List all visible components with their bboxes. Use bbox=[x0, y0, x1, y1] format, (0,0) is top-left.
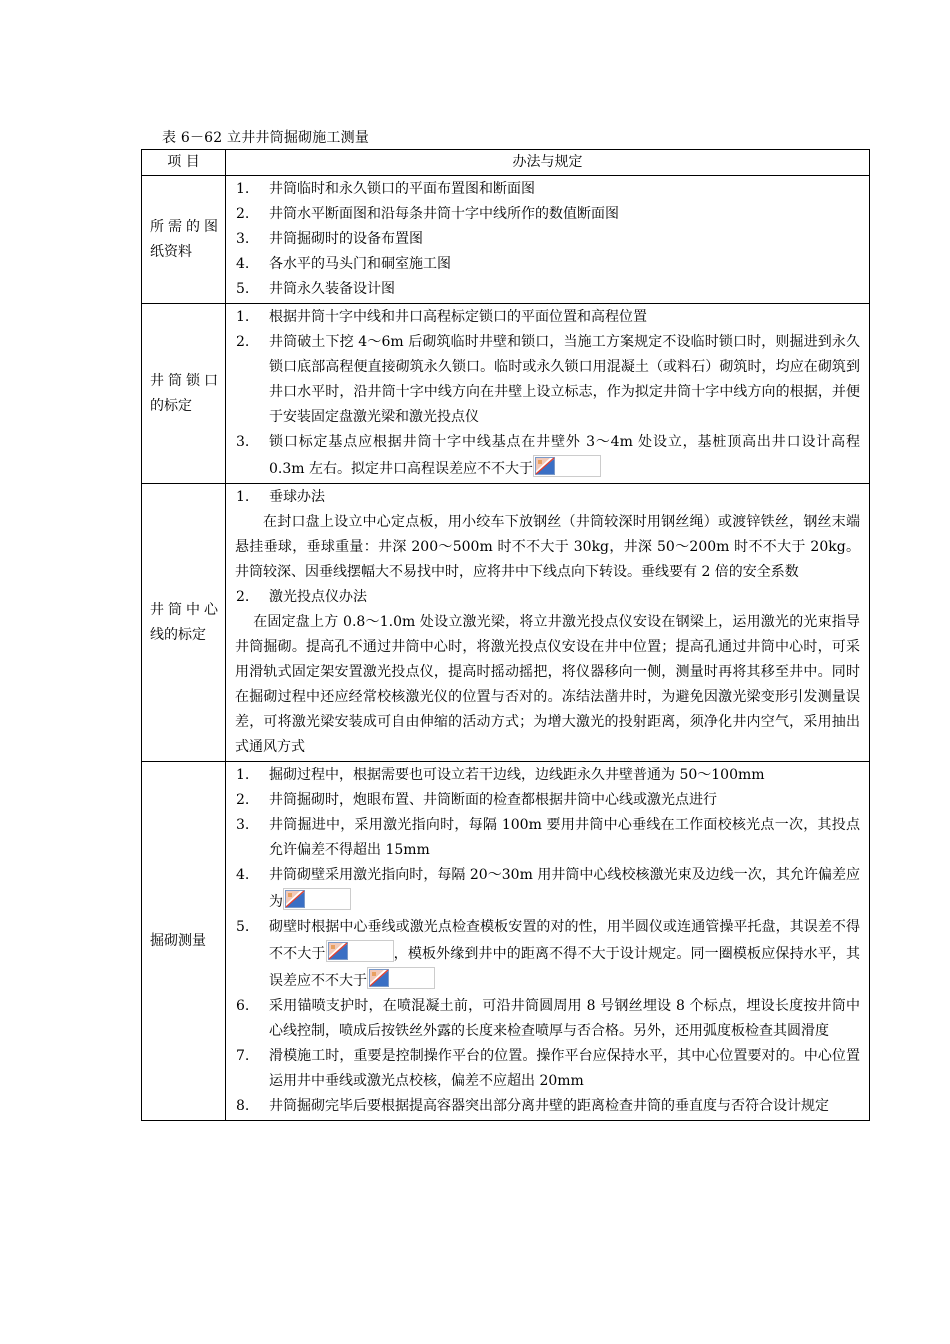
list-item: 1. 井筒临时和永久锁口的平面布置图和断面图 bbox=[236, 181, 535, 197]
subsection-title: 1. 垂球办法 bbox=[236, 489, 325, 505]
list-item: 3. 井筒掘进中，采用激光指向时，每隔 100m 要用井筒中心垂线在工作面校核光点一次，其投点允许偏差不得超出 15mm bbox=[236, 817, 860, 858]
row-content bbox=[226, 484, 870, 762]
row-content bbox=[226, 176, 870, 304]
paragraph: 在封口盘上设立中心定点板，用小绞车下放钢丝（井筒较深时用钢丝绳）或渡锌铁丝，钢丝末端悬挂垂球，垂球重量：井深 200～500m 时不不大于 30kg，井深 50～200m 时不不大于 20kg。井筒较深、因垂线摆幅大不易找中时，应将井中下线点向下转设。垂线要有 2 倍的安全系数 bbox=[235, 514, 860, 580]
list-item: 3. 井筒掘砌时的设备布置图 bbox=[236, 231, 423, 247]
list-item: 2. 井筒掘砌时，炮眼布置、井筒断面的检查都根据井筒中心线或激光点进行 bbox=[236, 792, 717, 808]
list-item: 5. 井筒永久装备设计图 bbox=[236, 281, 395, 297]
row-collar bbox=[142, 304, 870, 484]
list-item: 2. 井筒水平断面图和沿每条井筒十字中线所作的数值断面图 bbox=[236, 206, 619, 222]
subsection-title: 2. 激光投点仪办法 bbox=[236, 589, 367, 605]
broken-image-icon bbox=[533, 455, 601, 477]
header-item: 项 目 bbox=[142, 150, 226, 176]
row-centerline bbox=[142, 484, 870, 762]
row-content bbox=[226, 304, 870, 484]
list-item: 5. 砌壁时根据中心垂线或激光点检查模板安置的对的性，用半圆仪或连通管操平托盘，其误差不得不不大于 ，模板外缘到井中的距离不得不大于设计规定。同一圈模板应保持水平，其误差应不不大于 bbox=[236, 919, 861, 989]
row-survey bbox=[142, 762, 870, 1121]
broken-image-icon bbox=[283, 888, 351, 910]
paragraph: 在固定盘上方 0.8～1.0m 处设立激光梁，将立井激光投点仪安设在钢梁上，运用激光的光束指导井筒掘砌。提高孔不通过井筒中心时，将激光投点仪安设在井中位置；提高孔通过井筒中心时，可采用滑轨式固定架安置激光投点仪，提高时摇动摇把，将仪器移向一侧，测量时再将其移至井中。同时在掘砌过程中还应经常校核激光仪的位置与否对的。冻结法凿井时，为避免因激光梁变形引发测量误差，可将激光梁安装成可自由伸缩的活动方式；为增大激光的投射距离，须净化井内空气，采用抽出式通风方式 bbox=[235, 614, 860, 755]
list-item: 6. 采用锚喷支护时，在喷混凝土前，可沿井筒圆周用 8 号钢丝埋设 8 个标点，埋设长度按井筒中心线控制，喷成后按铁丝外露的长度来检查喷厚与否合格。另外，还用弧度板检查其圆滑度 bbox=[236, 998, 860, 1039]
broken-image-icon bbox=[326, 940, 394, 962]
list-item: 3. 锁口标定基点应根据井筒十字中线基点在井壁外 3～4m 处设立，基桩顶高出井口设计高程 0.3m 左右。拟定井口高程误差应不不大于 bbox=[236, 434, 860, 477]
table-caption: 表 6－62 立井井筒掘砌施工测量 bbox=[162, 130, 370, 146]
row-drawings bbox=[142, 176, 870, 304]
list-item: 2. 井筒破土下挖 4～6m 后砌筑临时井壁和锁口，当施工方案规定不设临时锁口时，则掘进到永久锁口底部高程便直接砌筑永久锁口。临时或永久锁口用混凝土（或料石）砌筑时，均应在砌筑到井口水平时，沿井筒十字中线方向在井壁上设立标志，作为拟定井筒十字中线方向的根据，并便于安装固定盘激光梁和激光投点仪 bbox=[236, 334, 860, 425]
row-label: 井筒锁口的标定 bbox=[150, 372, 218, 414]
list-item: 4. 井筒砌壁采用激光指向时，每隔 20～30m 用井筒中心线校核激光束及边线一次，其允许偏差应为 bbox=[236, 867, 860, 910]
header-row bbox=[142, 150, 870, 176]
broken-image-icon bbox=[367, 967, 435, 989]
row-label: 掘砌测量 bbox=[150, 932, 206, 949]
list-item: 8. 井筒掘砌完毕后要根据提高容器突出部分离井壁的距离检查井筒的垂直度与否符合设计规定 bbox=[236, 1098, 829, 1114]
row-label: 所需的图纸资料 bbox=[150, 218, 218, 260]
list-item: 7. 滑模施工时，重要是控制操作平台的位置。操作平台应保持水平，其中心位置要对的。中心位置运用井中垂线或激光点校核，偏差不应超出 20mm bbox=[236, 1048, 860, 1089]
row-content bbox=[226, 762, 870, 1121]
row-label: 井筒中心线的标定 bbox=[150, 601, 218, 643]
list-item: 1. 掘砌过程中，根据需要也可设立若干边线，边线距永久井壁普通为 50～100mm bbox=[236, 767, 765, 783]
list-item: 4. 各水平的马头门和硐室施工图 bbox=[236, 256, 451, 272]
header-method: 办法与规定 bbox=[226, 150, 870, 176]
survey-table bbox=[141, 149, 870, 1121]
list-item: 1. 根据井筒十字中线和井口高程标定锁口的平面位置和高程位置 bbox=[236, 309, 647, 325]
